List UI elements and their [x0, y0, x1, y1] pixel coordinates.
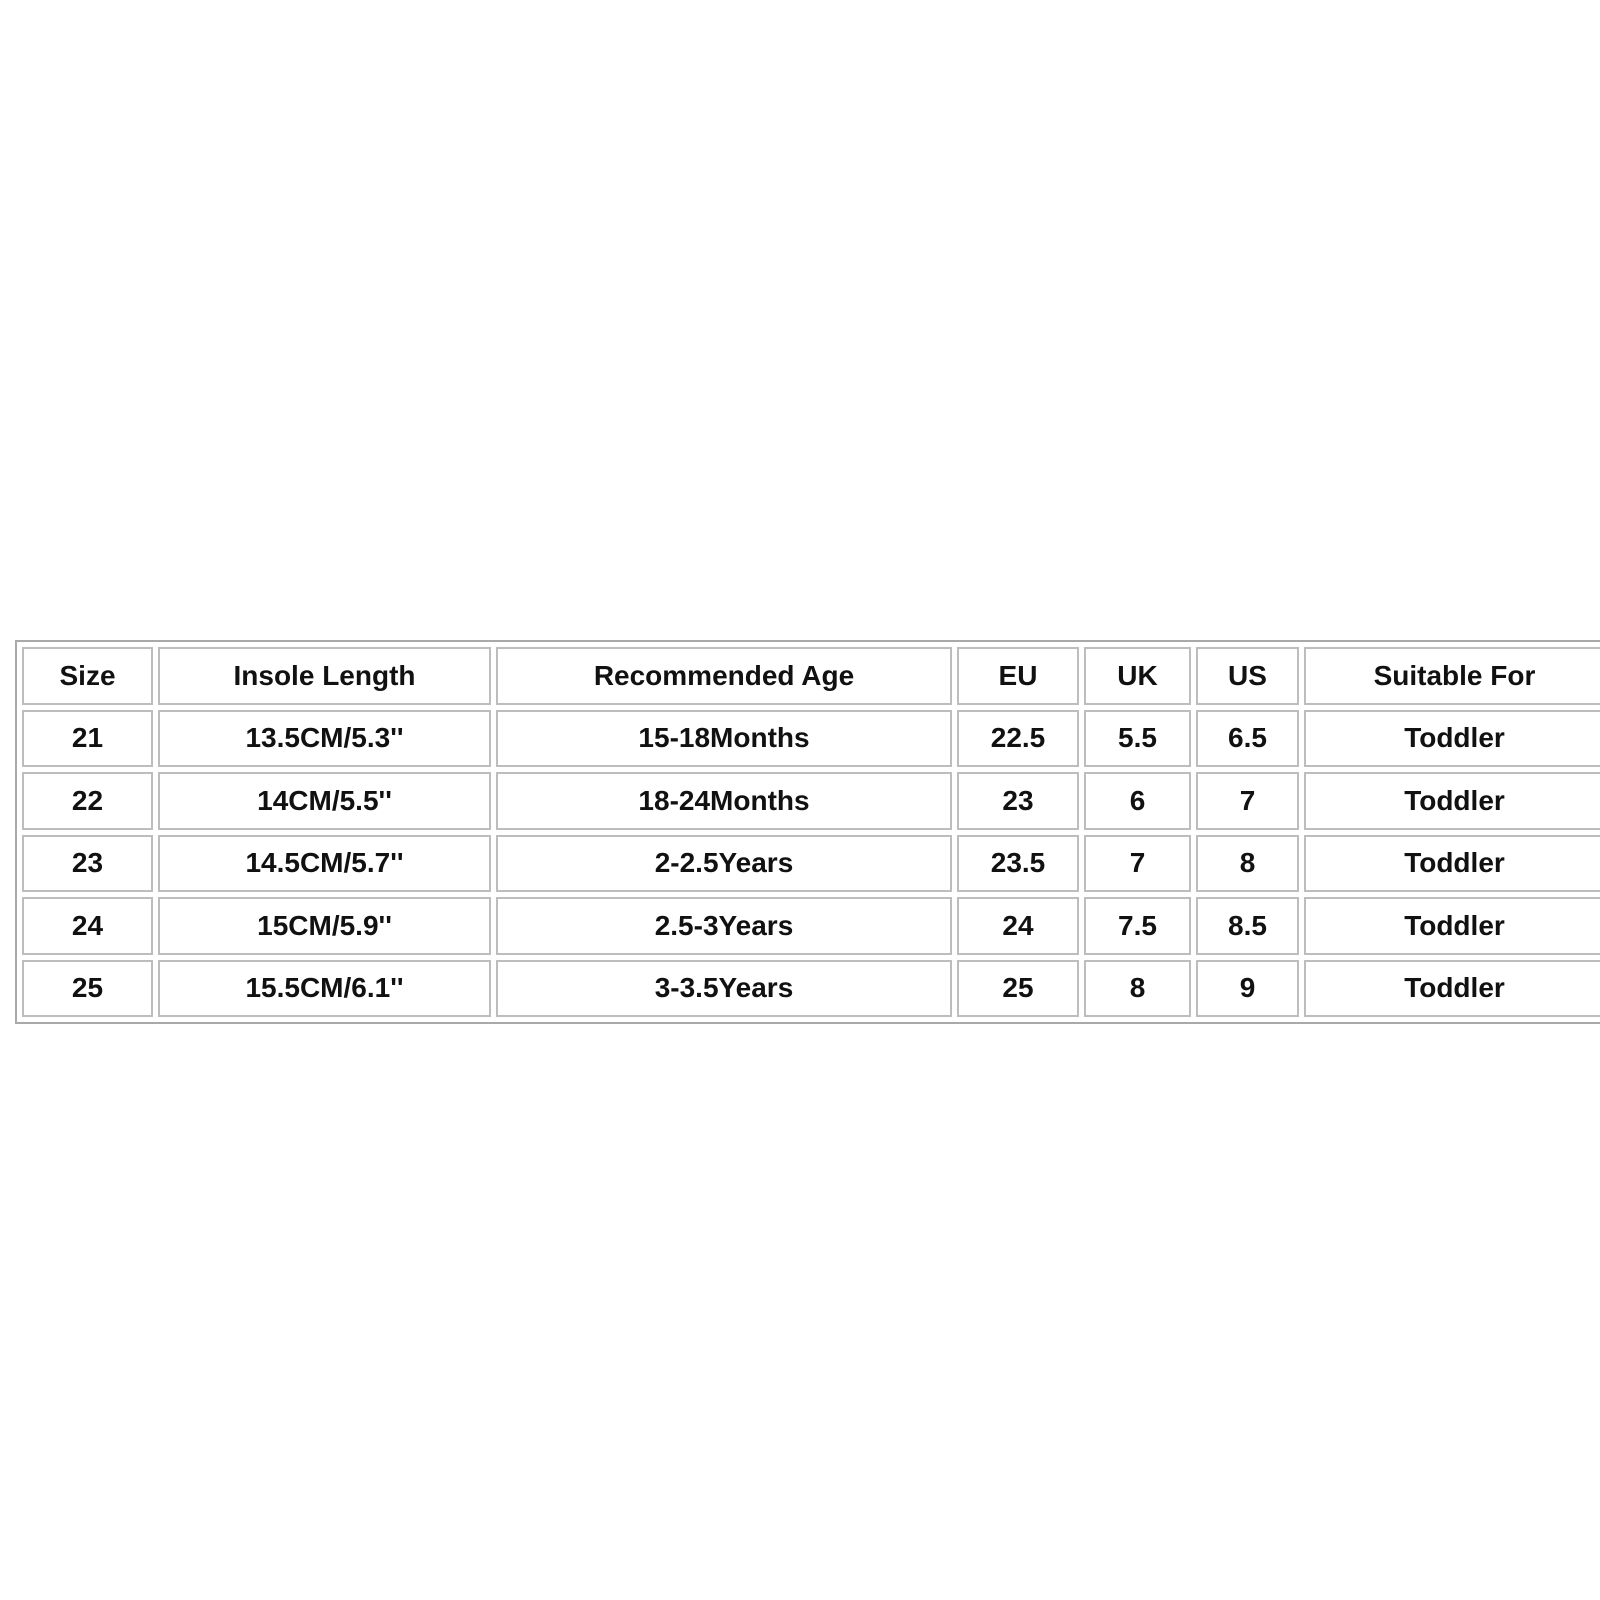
- table-row: [22, 897, 1600, 955]
- header-row: [22, 647, 1600, 705]
- cell-insole-length: 14.5CM/5.7'': [158, 835, 491, 893]
- header-eu: EU: [957, 647, 1079, 705]
- table-row: [22, 960, 1600, 1018]
- header-recommended-age: Recommended Age: [496, 647, 952, 705]
- header-uk: UK: [1084, 647, 1191, 705]
- cell-recommended-age: 2.5-3Years: [496, 897, 952, 955]
- header-insole-length: Insole Length: [158, 647, 491, 705]
- header-suitable-for: Suitable For: [1304, 647, 1600, 705]
- cell-us: 8: [1196, 835, 1299, 893]
- header-us: US: [1196, 647, 1299, 705]
- cell-uk: 5.5: [1084, 710, 1191, 768]
- cell-us: 8.5: [1196, 897, 1299, 955]
- cell-us: 6.5: [1196, 710, 1299, 768]
- table-row: [22, 835, 1600, 893]
- cell-recommended-age: 3-3.5Years: [496, 960, 952, 1018]
- cell-eu: 23.5: [957, 835, 1079, 893]
- cell-recommended-age: 15-18Months: [496, 710, 952, 768]
- table-row: [22, 710, 1600, 768]
- cell-eu: 25: [957, 960, 1079, 1018]
- cell-suitable-for: Toddler: [1304, 710, 1600, 768]
- size-chart-table: [15, 640, 1600, 1024]
- header-size: Size: [22, 647, 153, 705]
- cell-suitable-for: Toddler: [1304, 835, 1600, 893]
- cell-uk: 8: [1084, 960, 1191, 1018]
- cell-size: 25: [22, 960, 153, 1018]
- cell-suitable-for: Toddler: [1304, 960, 1600, 1018]
- cell-eu: 22.5: [957, 710, 1079, 768]
- cell-eu: 24: [957, 897, 1079, 955]
- cell-suitable-for: Toddler: [1304, 897, 1600, 955]
- cell-us: 7: [1196, 772, 1299, 830]
- cell-uk: 6: [1084, 772, 1191, 830]
- cell-recommended-age: 2-2.5Years: [496, 835, 952, 893]
- cell-insole-length: 13.5CM/5.3'': [158, 710, 491, 768]
- cell-size: 23: [22, 835, 153, 893]
- cell-uk: 7.5: [1084, 897, 1191, 955]
- cell-insole-length: 14CM/5.5'': [158, 772, 491, 830]
- cell-size: 21: [22, 710, 153, 768]
- cell-insole-length: 15CM/5.9'': [158, 897, 491, 955]
- cell-uk: 7: [1084, 835, 1191, 893]
- cell-us: 9: [1196, 960, 1299, 1018]
- cell-size: 22: [22, 772, 153, 830]
- cell-suitable-for: Toddler: [1304, 772, 1600, 830]
- cell-insole-length: 15.5CM/6.1'': [158, 960, 491, 1018]
- cell-size: 24: [22, 897, 153, 955]
- cell-recommended-age: 18-24Months: [496, 772, 952, 830]
- cell-eu: 23: [957, 772, 1079, 830]
- table-row: [22, 772, 1600, 830]
